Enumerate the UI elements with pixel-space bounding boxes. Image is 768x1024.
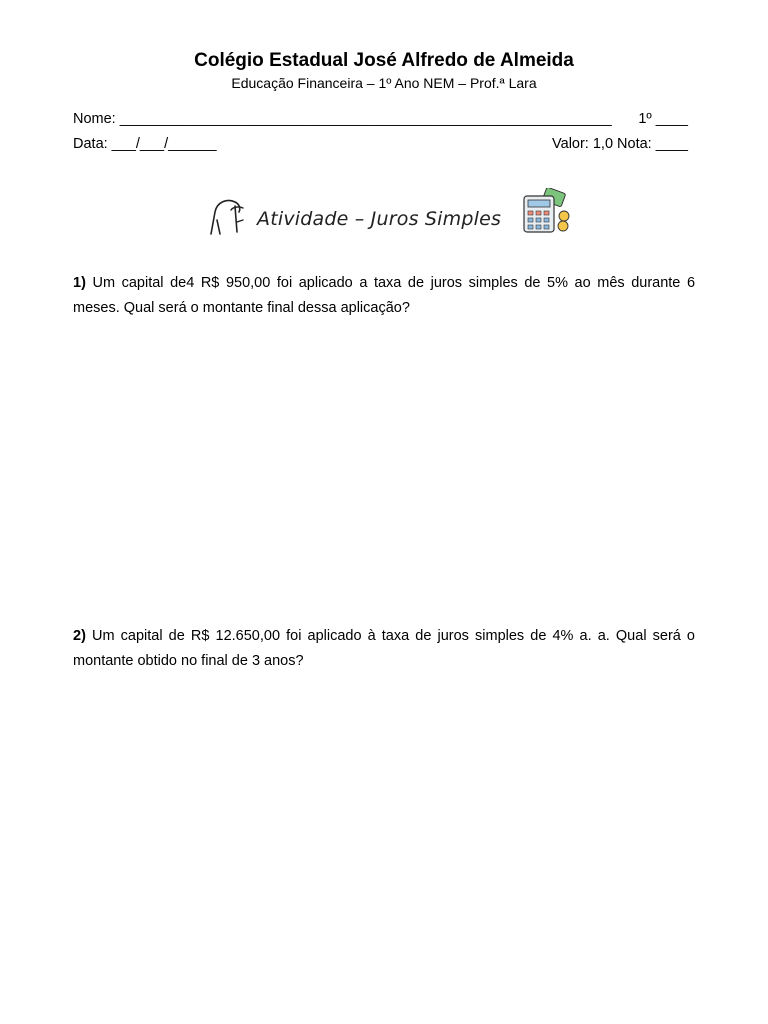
name-row: [73, 111, 688, 127]
question-text: Um capital de4 R$ 950,00 foi aplicado a taxa de juros simples de 5% ao mês durante 6 meses. Qual será o montante final dessa aplicação?: [73, 275, 696, 316]
calculator-money-icon: [520, 188, 576, 236]
name-field-line: Nome: _____________________________________________________________: [73, 111, 612, 127]
school-name: Colégio Estadual José Alfredo de Almeida: [194, 50, 574, 71]
course-subtitle: Educação Financeira – 1º Ano NEM – Prof.ª Lara: [231, 75, 537, 91]
question-number: 2): [73, 628, 86, 644]
activity-title: Atividade – Juros Simples: [257, 208, 502, 230]
grade-field-line: Valor: 1,0 Nota: ____: [552, 136, 688, 152]
class-field-line: 1º ____: [638, 111, 688, 127]
activity-heading: [0, 188, 768, 248]
question-1: [73, 271, 695, 321]
question-text: Um capital de R$ 12.650,00 foi aplicado à taxa de juros simples de 4% a. a. Qual será o montante obtido no final de 3 anos?: [73, 628, 695, 669]
hand-drawn-figure-icon: [203, 194, 249, 236]
date-field-line: Data: ___/___/______: [73, 136, 217, 152]
question-2: [73, 624, 695, 674]
question-number: 1): [73, 275, 86, 291]
date-row: [73, 136, 688, 152]
